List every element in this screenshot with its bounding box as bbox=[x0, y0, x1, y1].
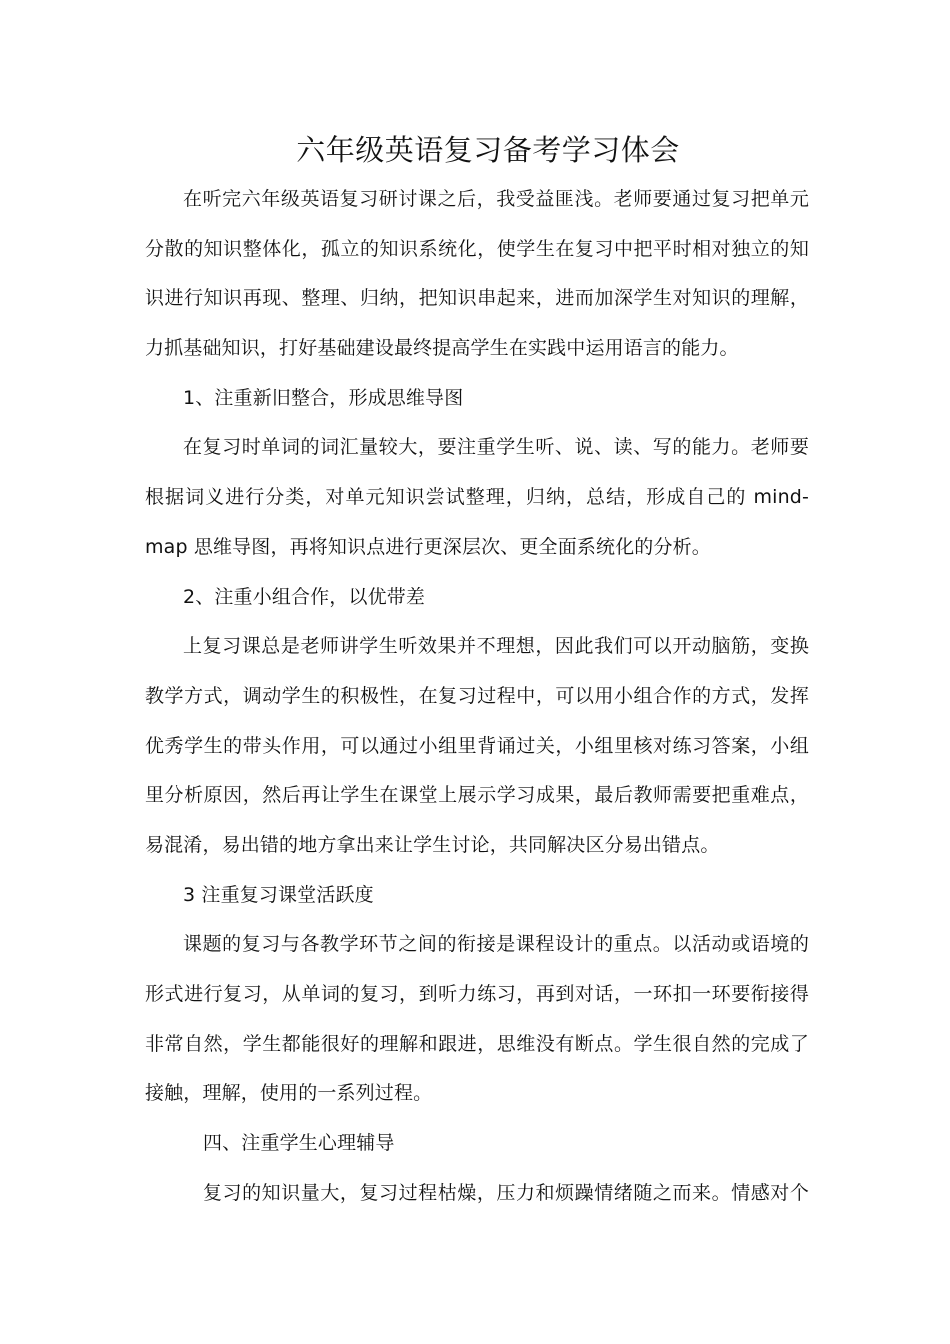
paragraph-line: 力抓基础知识，打好基础建设最终提高学生在实践中运用语言的能力。 bbox=[145, 337, 739, 360]
paragraph-line: map 思维导图，再将知识点进行更深层次、更全面系统化的分析。 bbox=[145, 535, 711, 558]
paragraph-line: 里分析原因，然后再让学生在课堂上展示学习成果，最后教师需要把重难点， bbox=[145, 784, 809, 807]
paragraph-line: 根据词义进行分类，对单元知识尝试整理，归纳，总结，形成自己的 mind- bbox=[145, 486, 809, 509]
section-heading: 3 注重复习课堂活跃度 bbox=[183, 883, 374, 906]
paragraph-line: 在听完六年级英语复习研讨课之后，我受益匪浅。老师要通过复习把单元 bbox=[183, 188, 809, 210]
section-heading: 1、注重新旧整合，形成思维导图 bbox=[183, 386, 464, 409]
paragraph-line: 识进行知识再现、整理、归纳，把知识串起来，进而加深学生对知识的理解， bbox=[145, 287, 809, 310]
section-heading: 2、注重小组合作，以优带差 bbox=[183, 585, 426, 608]
paragraph-line: 在复习时单词的词汇量较大，要注重学生听、说、读、写的能力。老师要 bbox=[183, 436, 809, 459]
paragraph-line: 上复习课总是老师讲学生听效果并不理想，因此我们可以开动脑筋，变换 bbox=[183, 635, 809, 658]
paragraph-line: 接触，理解，使用的一系列过程。 bbox=[145, 1082, 433, 1105]
paragraph-line: 教学方式，调动学生的积极性，在复习过程中，可以用小组合作的方式，发挥 bbox=[145, 684, 809, 707]
paragraph-line: 优秀学生的带头作用，可以通过小组里背诵过关，小组里核对练习答案，小组 bbox=[145, 734, 809, 757]
paragraph-line: 分散的知识整体化，孤立的知识系统化，使学生在复习中把平时相对独立的知 bbox=[145, 237, 809, 260]
paragraph-line: 易混淆，易出错的地方拿出来让学生讨论，共同解决区分易出错点。 bbox=[145, 833, 720, 856]
paragraph-line: 课题的复习与各教学环节之间的衔接是课程设计的重点。以活动或语境的 bbox=[183, 933, 809, 956]
paragraph-line: 复习的知识量大，复习过程枯燥，压力和烦躁情绪随之而来。情感对个 bbox=[203, 1181, 809, 1204]
document-title: 六年级英语复习备考学习体会 bbox=[296, 133, 680, 167]
paragraph-line: 非常自然，学生都能很好的理解和跟进，思维没有断点。学生很自然的完成了 bbox=[145, 1032, 809, 1055]
paragraph-line: 形式进行复习，从单词的复习，到听力练习，再到对话，一环扣一环要衔接得 bbox=[145, 983, 809, 1005]
section-heading: 四、注重学生心理辅导 bbox=[203, 1132, 395, 1155]
document-body bbox=[145, 175, 809, 1218]
